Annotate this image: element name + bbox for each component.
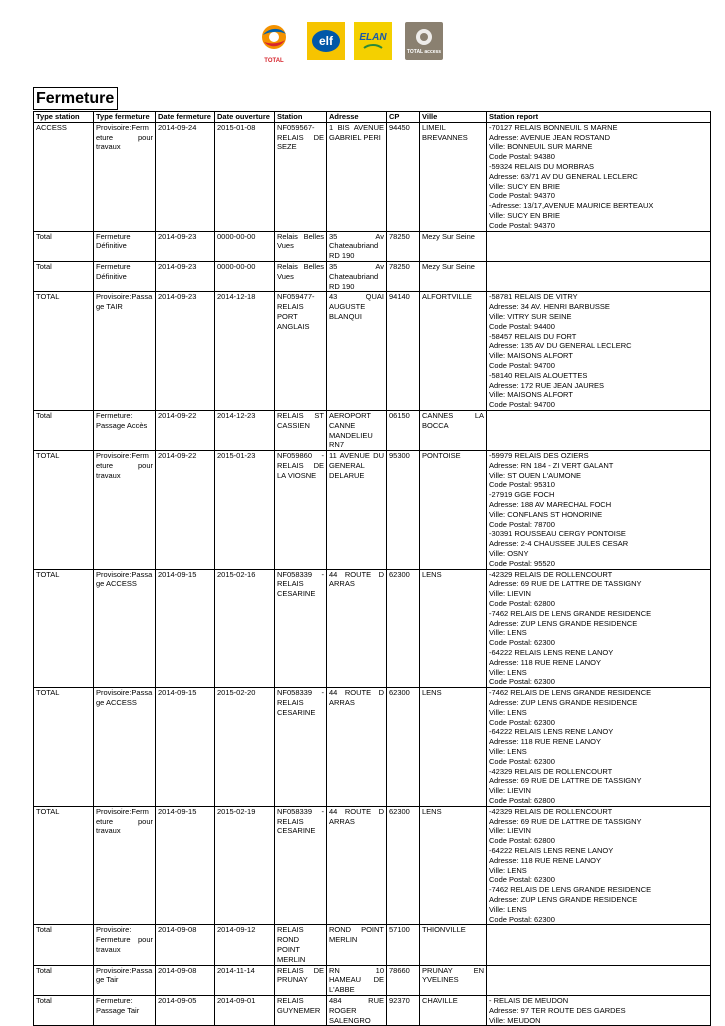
report-line: -64222 RELAIS LENS RENE LANOY [489, 727, 614, 737]
cell-type-station: Total [34, 925, 94, 965]
cell-date-ouverture: 2014-12-18 [215, 292, 275, 411]
report-line: -59979 RELAIS DES OZIERS [489, 451, 589, 461]
cell-type-fermeture: Provisoire:Fermeture pour travaux [94, 451, 156, 570]
cell-type-station: Total [34, 965, 94, 995]
cell-adresse: 484 RUE ROGER SALENGRO [327, 995, 387, 1025]
cell-type-station: Total [34, 995, 94, 1025]
cell-station: NF059860 - RELAIS DE LA VIOSNE [275, 451, 327, 570]
col-header-adresse: Adresse [327, 112, 387, 123]
report-line: Ville: MAISONS ALFORT [489, 390, 573, 400]
cell-type-station: TOTAL [34, 451, 94, 570]
report-line: Code Postal: 94700 [489, 400, 555, 410]
report-line: -7462 RELAIS DE LENS GRANDE RESIDENCE [489, 688, 652, 698]
report-line: Code Postal: 95520 [489, 558, 555, 568]
report-line: -58457 RELAIS DU FORT [489, 331, 577, 341]
report-line: Adresse: 69 RUE DE LATTRE DE TASSIGNY [489, 776, 642, 786]
cell-adresse: AEROPORT CANNE MANDELIEU RN7 [327, 410, 387, 450]
table-row [34, 451, 711, 570]
cell-ville: PONTOISE [420, 451, 487, 570]
cell-station-report [487, 995, 711, 1025]
table-header-row [34, 112, 711, 123]
cell-ville: CANNES LA BOCCA [420, 410, 487, 450]
report-line: Adresse: 172 RUE JEAN JAURES [489, 380, 605, 390]
report-line: Adresse: AVENUE JEAN ROSTAND [489, 132, 611, 142]
cell-ville: LENS [420, 569, 487, 688]
cell-date-fermeture: 2014-09-24 [156, 122, 215, 231]
elf-logo [307, 22, 345, 60]
cell-date-fermeture: 2014-09-08 [156, 925, 215, 965]
report-line: -58781 RELAIS DE VITRY [489, 292, 578, 302]
cell-station: NF058339 - RELAIS CESARINE [275, 688, 327, 807]
report-line: Code Postal: 62300 [489, 756, 555, 766]
cell-date-ouverture: 2014-09-01 [215, 995, 275, 1025]
cell-cp: 94140 [387, 292, 420, 411]
report-line: Adresse: 69 RUE DE LATTRE DE TASSIGNY [489, 579, 642, 589]
cell-station: RELAIS GUYNEMER [275, 995, 327, 1025]
cell-station: NF059477-RELAIS PORT ANGLAIS [275, 292, 327, 411]
cell-cp: 78250 [387, 261, 420, 291]
cell-station-report [487, 231, 711, 261]
report-line: Ville: LENS [489, 628, 527, 638]
brand-logos [255, 22, 445, 64]
cell-cp: 62300 [387, 569, 420, 688]
cell-type-station: Total [34, 261, 94, 291]
cell-date-ouverture: 2014-12-23 [215, 410, 275, 450]
report-line: Code Postal: 62300 [489, 717, 555, 727]
cell-date-ouverture: 2014-09-12 [215, 925, 275, 965]
table-row [34, 231, 711, 261]
cell-date-ouverture: 2015-01-23 [215, 451, 275, 570]
report-line: Code Postal: 62300 [489, 914, 555, 924]
report-line: Ville: SUCY EN BRIE [489, 181, 560, 191]
cell-type-station: TOTAL [34, 806, 94, 925]
cell-cp: 06150 [387, 410, 420, 450]
cell-ville: THIONVILLE [420, 925, 487, 965]
report-line: Code Postal: 94400 [489, 321, 555, 331]
cell-adresse: 35 Av Chateaubriand RD 190 [327, 231, 387, 261]
cell-type-station: TOTAL [34, 688, 94, 807]
report-line: -42329 RELAIS DE ROLLENCOURT [489, 766, 613, 776]
cell-ville: LENS [420, 806, 487, 925]
cell-type-fermeture: Provisoire:Passage TAIR [94, 292, 156, 411]
report-line: Adresse: ZUP LENS GRANDE RESIDENCE [489, 894, 638, 904]
cell-cp: 62300 [387, 806, 420, 925]
cell-type-fermeture: Provisoire:Fermeture pour travaux [94, 806, 156, 925]
report-line: Ville: ST OUEN L'AUMONE [489, 470, 582, 480]
cell-station-report [487, 410, 711, 450]
cell-type-fermeture: Fermeture Définitive [94, 231, 156, 261]
cell-date-fermeture: 2014-09-23 [156, 261, 215, 291]
report-line: Code Postal: 94380 [489, 152, 555, 162]
report-line: Ville: LIEVIN [489, 786, 531, 796]
page-title: Fermeture [33, 87, 118, 110]
cell-ville: Mezy Sur Seine [420, 231, 487, 261]
cell-adresse: 44 ROUTE D ARRAS [327, 688, 387, 807]
cell-date-ouverture: 2015-02-19 [215, 806, 275, 925]
table-row [34, 688, 711, 807]
cell-date-ouverture: 2014-11-14 [215, 965, 275, 995]
cell-station: NF058339 - RELAIS CESARINE [275, 806, 327, 925]
report-line: Code Postal: 62300 [489, 638, 555, 648]
cell-station-report [487, 261, 711, 291]
report-line: Adresse: ZUP LENS GRANDE RESIDENCE [489, 618, 638, 628]
elan-logo [354, 22, 392, 60]
col-header-station: Station [275, 112, 327, 123]
report-line: Adresse: 118 RUE RENE LANOY [489, 737, 601, 747]
report-line: Code Postal: 62300 [489, 875, 555, 885]
report-line: Adresse: 118 RUE RENE LANOY [489, 855, 601, 865]
cell-station-report [487, 292, 711, 411]
cell-adresse: 44 ROUTE D ARRAS [327, 569, 387, 688]
cell-station-report [487, 122, 711, 231]
cell-adresse: 11 AVENUE DU GENERAL DELARUE [327, 451, 387, 570]
cell-date-ouverture: 0000-00-00 [215, 261, 275, 291]
closures-table [33, 111, 711, 1026]
report-line: Adresse: 34 AV. HENRI BARBUSSE [489, 302, 610, 312]
cell-date-ouverture: 0000-00-00 [215, 231, 275, 261]
report-line: Adresse: 188 AV MARECHAL FOCH [489, 500, 612, 510]
cell-date-fermeture: 2014-09-23 [156, 292, 215, 411]
cell-station-report [487, 451, 711, 570]
cell-station: NF058339 - RELAIS CESARINE [275, 569, 327, 688]
cell-type-fermeture: Provisoire: Fermeture pour travaux [94, 925, 156, 965]
total-logo-caption: TOTAL [264, 58, 284, 64]
cell-cp: 57100 [387, 925, 420, 965]
cell-date-fermeture: 2014-09-22 [156, 410, 215, 450]
cell-ville: CHAVILLE [420, 995, 487, 1025]
cell-station: RELAIS ST CASSIEN [275, 410, 327, 450]
report-line: Adresse: 63/71 AV DU GENERAL LECLERC [489, 171, 638, 181]
cell-cp: 92370 [387, 995, 420, 1025]
table-row [34, 965, 711, 995]
report-line: Ville: MAISONS ALFORT [489, 351, 573, 361]
cell-station-report [487, 925, 711, 965]
cell-station: NF059567-RELAIS DE SEZE [275, 122, 327, 231]
cell-date-ouverture: 2015-01-08 [215, 122, 275, 231]
cell-type-fermeture: Fermeture: Passage Tair [94, 995, 156, 1025]
report-line: -27919 GGE FOCH [489, 490, 555, 500]
cell-type-fermeture: Fermeture Définitive [94, 261, 156, 291]
cell-cp: 78250 [387, 231, 420, 261]
cell-adresse: 43 QUAI AUGUSTE BLANQUI [327, 292, 387, 411]
cell-date-fermeture: 2014-09-22 [156, 451, 215, 570]
cell-station: Relais Belles Vues [275, 231, 327, 261]
cell-cp: 94450 [387, 122, 420, 231]
report-line: Code Postal: 95310 [489, 480, 555, 490]
report-line: Ville: BONNEUIL SUR MARNE [489, 142, 593, 152]
cell-ville: PRUNAY EN YVELINES [420, 965, 487, 995]
report-line: -58140 RELAIS ALOUETTES [489, 370, 588, 380]
report-line: -64222 RELAIS LENS RENE LANOY [489, 648, 614, 658]
cell-type-fermeture: Provisoire:Fermeture pour travaux [94, 122, 156, 231]
report-line: Ville: LIEVIN [489, 589, 531, 599]
report-line: -42329 RELAIS DE ROLLENCOURT [489, 569, 613, 579]
report-line: -7462 RELAIS DE LENS GRANDE RESIDENCE [489, 885, 652, 895]
report-line: Adresse: RN 184 - ZI VERT GALANT [489, 460, 614, 470]
table-row [34, 925, 711, 965]
report-line: -64222 RELAIS LENS RENE LANOY [489, 845, 614, 855]
report-line: - RELAIS DE MEUDON [489, 995, 569, 1005]
report-line: Code Postal: 94370 [489, 191, 555, 201]
report-line: Code Postal: 62300 [489, 677, 555, 687]
cell-ville: LIMEIL BREVANNES [420, 122, 487, 231]
report-line: Ville: OSNY [489, 549, 529, 559]
cell-type-fermeture: Provisoire:Passage ACCESS [94, 569, 156, 688]
report-line: Adresse: 135 AV DU GENERAL LECLERC [489, 341, 632, 351]
table-row [34, 261, 711, 291]
cell-cp: 95300 [387, 451, 420, 570]
report-line: Adresse: 69 RUE DE LATTRE DE TASSIGNY [489, 816, 642, 826]
cell-type-station: Total [34, 231, 94, 261]
cell-adresse: 1 BIS AVENUE GABRIEL PERI [327, 122, 387, 231]
cell-cp: 62300 [387, 688, 420, 807]
report-line: Code Postal: 78700 [489, 519, 555, 529]
table-row [34, 569, 711, 688]
report-line: -30391 ROUSSEAU CERGY PONTOISE [489, 529, 626, 539]
cell-date-fermeture: 2014-09-15 [156, 569, 215, 688]
cell-date-ouverture: 2015-02-16 [215, 569, 275, 688]
cell-type-station: ACCESS [34, 122, 94, 231]
report-line: Ville: VITRY SUR SEINE [489, 311, 572, 321]
table-row [34, 410, 711, 450]
table-body [34, 122, 711, 1026]
report-line: Ville: MEUDON [489, 1015, 541, 1025]
report-line: Ville: LENS [489, 707, 527, 717]
cell-type-fermeture: Fermeture: Passage Accès [94, 410, 156, 450]
cell-adresse: 44 ROUTE D ARRAS [327, 806, 387, 925]
total-access-logo-text: TOTAL access [406, 49, 442, 55]
cell-type-station: TOTAL [34, 569, 94, 688]
col-header-type-fermeture: Type fermeture [94, 112, 156, 123]
cell-date-fermeture: 2014-09-15 [156, 806, 215, 925]
cell-station: RELAIS DE PRUNAY [275, 965, 327, 995]
cell-date-fermeture: 2014-09-23 [156, 231, 215, 261]
cell-date-fermeture: 2014-09-05 [156, 995, 215, 1025]
report-line: Ville: LENS [489, 667, 527, 677]
report-line: Code Postal: 62800 [489, 599, 555, 609]
report-line: Code Postal: 62800 [489, 836, 555, 846]
col-header-date-ouverture: Date ouverture [215, 112, 275, 123]
report-line: Adresse: 2-4 CHAUSSEE JULES CESAR [489, 539, 629, 549]
cell-station-report [487, 688, 711, 807]
cell-station: RELAIS ROND POINT MERLIN [275, 925, 327, 965]
col-header-date-fermeture: Date fermeture [156, 112, 215, 123]
cell-date-fermeture: 2014-09-08 [156, 965, 215, 995]
col-header-cp: CP [387, 112, 420, 123]
cell-type-station: Total [34, 410, 94, 450]
report-line: Ville: LENS [489, 747, 527, 756]
elf-logo-text: elf [318, 34, 334, 48]
report-line: Code Postal: 62800 [489, 795, 555, 805]
report-line: -70127 RELAIS BONNEUIL S MARNE [489, 122, 618, 132]
total-logo [255, 22, 293, 64]
cell-date-fermeture: 2014-09-15 [156, 688, 215, 807]
cell-ville: LENS [420, 688, 487, 807]
report-line: Ville: CONFLANS ST HONORINE [489, 509, 603, 519]
cell-type-fermeture: Provisoire:Passage Tair [94, 965, 156, 995]
report-line: Adresse: 118 RUE RENE LANOY [489, 657, 601, 667]
col-header-station-report: Station report [487, 112, 711, 123]
report-line: Ville: SUCY EN BRIE [489, 210, 560, 220]
elan-logo-text: ELAN [359, 32, 387, 43]
report-line: Code Postal: 94370 [489, 220, 555, 230]
report-line: Code Postal: 94700 [489, 360, 555, 370]
table-row [34, 292, 711, 411]
cell-adresse: 35 Av Chateaubriand RD 190 [327, 261, 387, 291]
cell-date-ouverture: 2015-02-20 [215, 688, 275, 807]
total-access-logo [405, 22, 443, 60]
report-line: Adresse: ZUP LENS GRANDE RESIDENCE [489, 698, 638, 708]
report-line: Ville: LENS [489, 904, 527, 914]
col-header-type-station: Type station [34, 112, 94, 123]
report-line: -42329 RELAIS DE ROLLENCOURT [489, 806, 613, 816]
cell-ville: ALFORTVILLE [420, 292, 487, 411]
cell-adresse: ROND POINT MERLIN [327, 925, 387, 965]
table-row [34, 995, 711, 1025]
cell-cp: 78660 [387, 965, 420, 995]
table-row [34, 806, 711, 925]
cell-station-report [487, 965, 711, 995]
cell-station: Relais Belles Vues [275, 261, 327, 291]
table-row [34, 122, 711, 231]
report-line: -59324 RELAIS DU MORBRAS [489, 161, 595, 171]
cell-station-report [487, 806, 711, 925]
report-line: Ville: LENS [489, 865, 527, 875]
cell-type-station: TOTAL [34, 292, 94, 411]
cell-ville: Mezy Sur Seine [420, 261, 487, 291]
report-line: Ville: LIEVIN [489, 826, 531, 836]
report-line: Adresse: 97 TER ROUTE DES GARDES [489, 1005, 626, 1015]
cell-station-report [487, 569, 711, 688]
col-header-ville: Ville [420, 112, 487, 123]
cell-type-fermeture: Provisoire:Passage ACCESS [94, 688, 156, 807]
report-line: -7462 RELAIS DE LENS GRANDE RESIDENCE [489, 608, 652, 618]
cell-adresse: RN 10 HAMEAU DE L'ABBE [327, 965, 387, 995]
report-line: -Adresse: 13/17,AVENUE MAURICE BERTEAUX [489, 201, 654, 211]
